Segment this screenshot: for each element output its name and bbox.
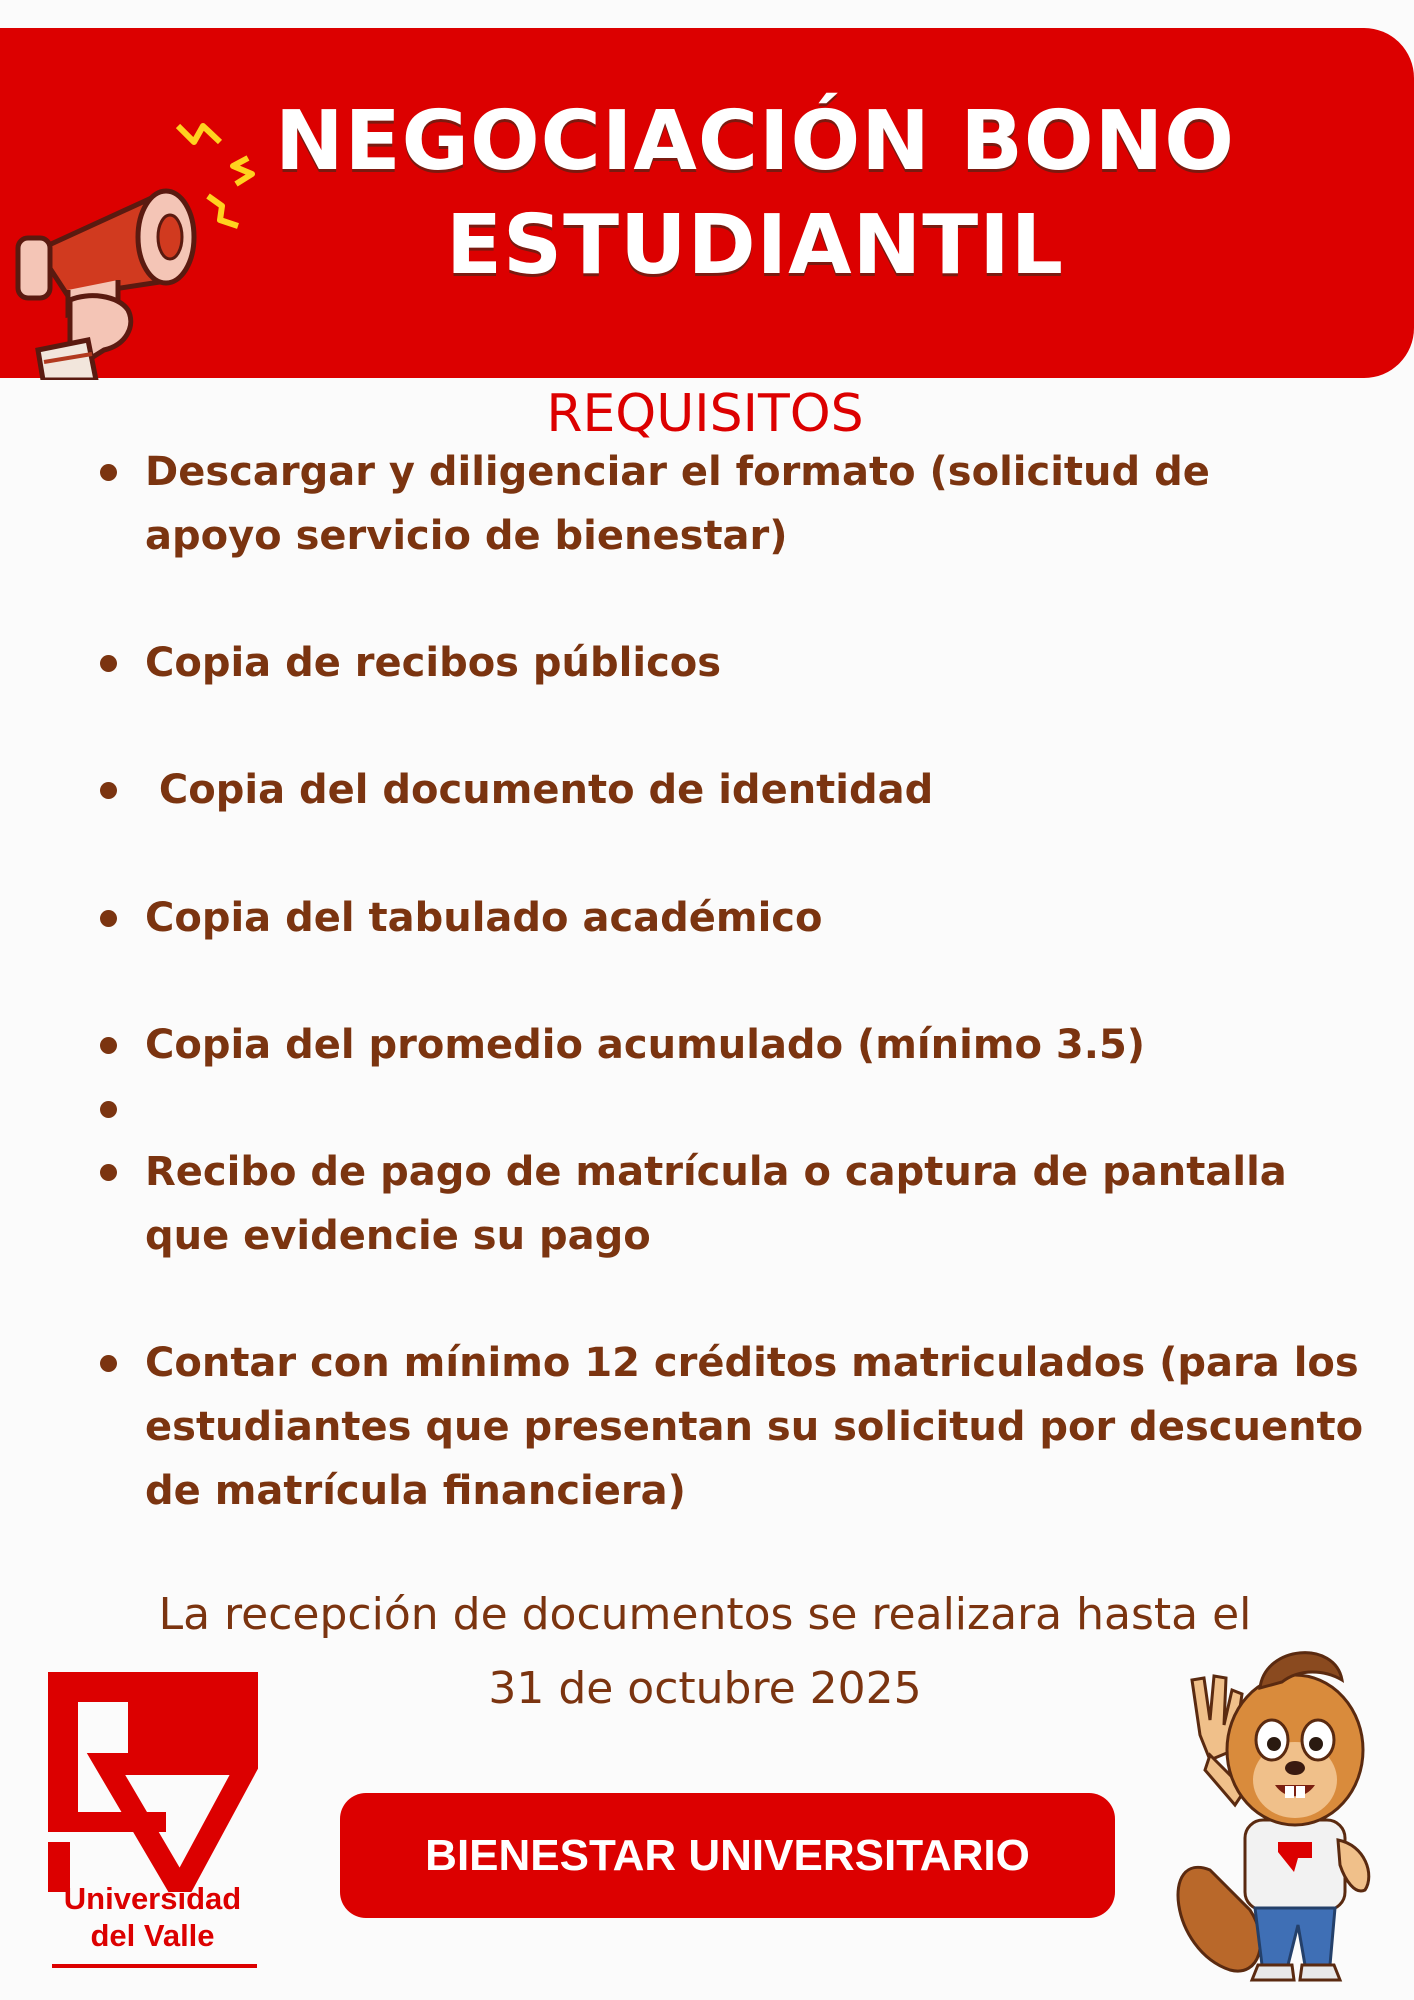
- title-line-1: NEGOCIACIÓN BONO: [275, 94, 1235, 189]
- list-item-line: Copia de recibos públicos: [145, 640, 722, 686]
- list-item-line: apoyo servicio de bienestar): [145, 513, 788, 559]
- list-item-line: Contar con mínimo 12 créditos matriculados (para los: [145, 1340, 1359, 1386]
- list-item-text: [145, 758, 1365, 822]
- list-item-line: Recibo de pago de matrícula o captura de pantalla: [145, 1149, 1287, 1195]
- university-name-line-2: del Valle: [90, 1918, 215, 1953]
- squirrel-mascot-icon: [1170, 1640, 1400, 1985]
- bullet-icon: [100, 782, 117, 799]
- list-item-line: Copia del documento de identidad: [145, 767, 934, 813]
- bienestar-universitario-button[interactable]: BIENESTAR UNIVERSITARIO: [340, 1793, 1115, 1918]
- bullet-icon: [100, 464, 117, 481]
- deadline-line-2: 31 de octubre 2025: [488, 1663, 922, 1714]
- bullet-icon: [100, 655, 117, 672]
- list-item-line: de matrícula financiera): [145, 1468, 686, 1514]
- deadline-line-1: La recepción de documentos se realizara hasta el: [158, 1589, 1252, 1640]
- list-item-line: Copia del promedio acumulado (mínimo 3.5): [145, 1022, 1146, 1068]
- bullet-icon: [100, 1037, 117, 1054]
- list-item-text: [145, 440, 1365, 568]
- list-item-line: que evidencie su pago: [145, 1213, 651, 1259]
- list-item-line: estudiantes que presentan su solicitud por descuento: [145, 1404, 1364, 1450]
- university-name-line-1: Universidad: [63, 1881, 242, 1916]
- list-item-text: [145, 886, 1365, 950]
- requirements-heading: REQUISITOS: [546, 384, 864, 444]
- university-name: [40, 1880, 265, 1954]
- bullet-icon: [100, 910, 117, 927]
- bullet-icon: [100, 1164, 117, 1181]
- deadline-note: [80, 1578, 1330, 1726]
- bullet-icon: [100, 1355, 117, 1372]
- list-item-text: [145, 1331, 1365, 1523]
- list-item-line: Copia del tabulado académico: [145, 895, 823, 941]
- title-line-2: ESTUDIANTIL: [446, 198, 1064, 293]
- list-item-text: [145, 1140, 1365, 1268]
- list-item-text: [145, 631, 1365, 695]
- univalle-logo-icon: [48, 1672, 258, 1892]
- logo-divider: [52, 1964, 257, 1968]
- bullet-icon: [100, 1101, 117, 1118]
- list-item-text: [145, 1013, 1365, 1077]
- list-item-line: Descargar y diligenciar el formato (solicitud de: [145, 449, 1210, 495]
- page-title: [245, 90, 1265, 298]
